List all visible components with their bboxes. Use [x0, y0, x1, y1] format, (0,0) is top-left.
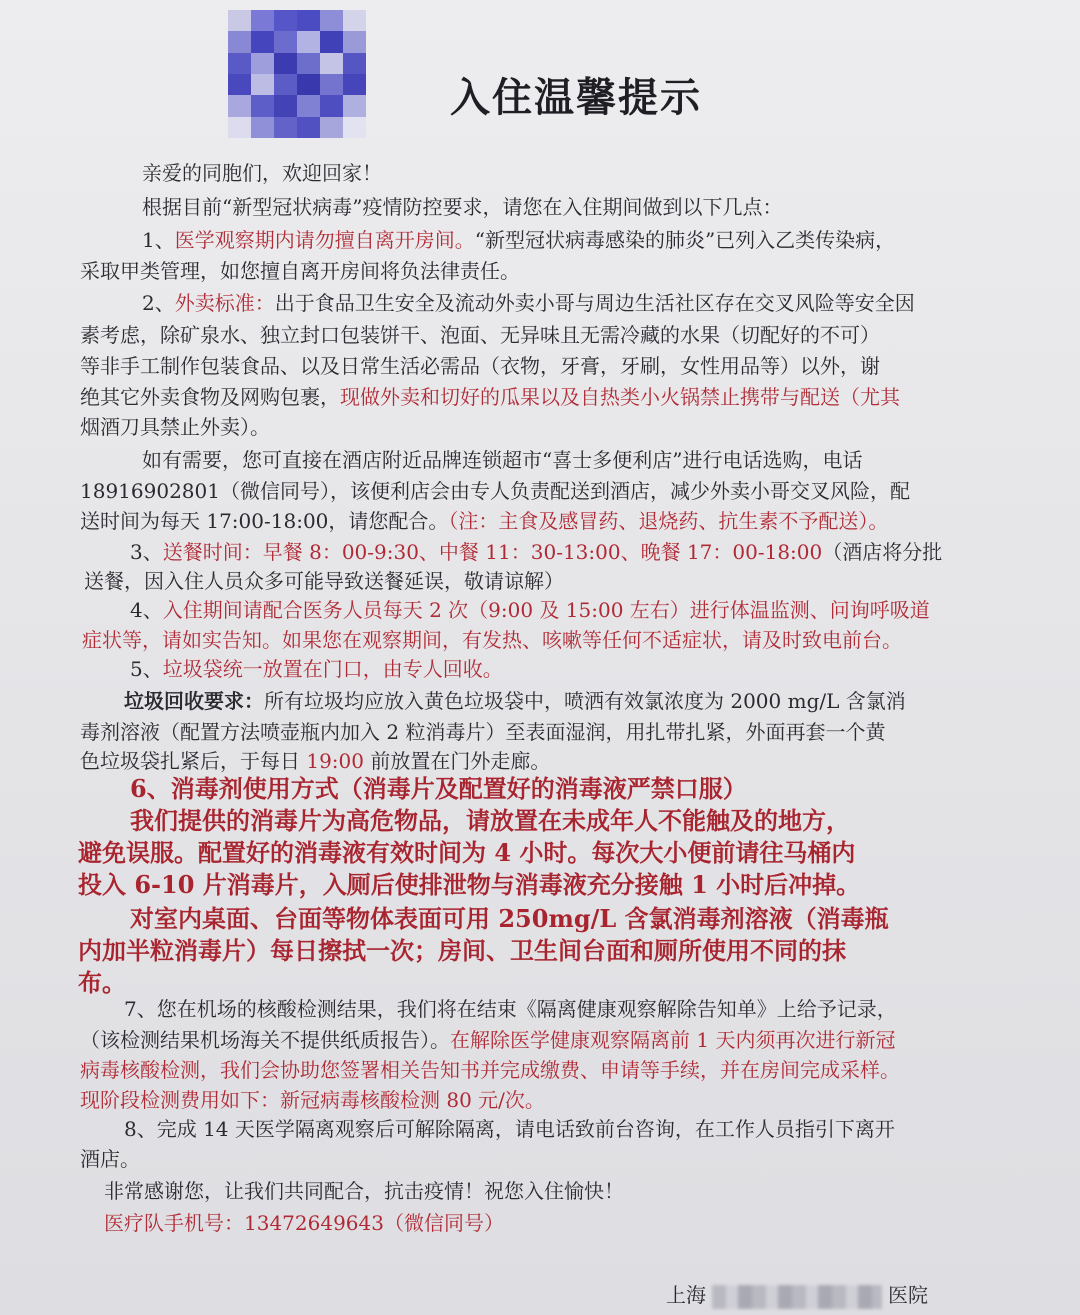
- item-8-line-2: 酒店。: [80, 1147, 140, 1171]
- item-6-line-1: 我们提供的消毒片为高危物品，请放置在未成年人不能触及的地方，: [130, 806, 850, 835]
- page-title: 入住温馨提示: [450, 74, 702, 121]
- item-7-line-3: 病毒核酸检测，我们会协助您签署相关告知书并完成缴费、申请等手续，并在房间完成采样。: [80, 1058, 900, 1082]
- item-6-line-5: 内加半粒消毒片）每日擦拭一次；房间、卫生间台面和厕所使用不同的抹: [78, 936, 846, 965]
- garbage-line-1: 垃圾回收要求：所有垃圾均应放入黄色垃圾袋中，喷洒有效氯浓度为 2000 mg/L 含氯消: [124, 689, 906, 713]
- item-1-line-2: 采取甲类管理，如您擅自离开房间将负法律责任。: [80, 259, 520, 283]
- item-3-line-1: 3、送餐时间：早餐 8：00-9:30、中餐 11：30-13:00、晚餐 17：00-18:00（酒店将分批: [130, 540, 943, 564]
- thanks-line: 非常感谢您，让我们共同配合，抗击疫情！祝您入住愉快！: [104, 1179, 624, 1203]
- item-4-line-2: 症状等，请如实告知。如果您在观察期间，有发热、咳嗽等任何不适症状，请及时致电前台。: [82, 628, 902, 652]
- store-line-3: 送时间为每天 17:00-18:00，请您配合。（注：主食及感冒药、退烧药、抗生素不予配送）。: [80, 509, 889, 533]
- garbage-line-3: 色垃圾袋扎紧后，于每日 19:00 前放置在门外走廊。: [80, 749, 551, 773]
- item-2-line-4: 绝其它外卖食物及网购包裹，现做外卖和切好的瓜果以及自热类小火锅禁止携带与配送（尤其: [80, 385, 900, 409]
- blurred-logo-icon: [228, 10, 366, 138]
- item-7-line-2: （该检测结果机场海关不提供纸质报告）。在解除医学健康观察隔离前 1 天内须再次进行新冠: [80, 1028, 896, 1052]
- item-6-line-4: 对室内桌面、台面等物体表面可用 250mg/L 含氯消毒剂溶液（消毒瓶: [130, 904, 889, 933]
- item-6-line-3: 投入 6-10 片消毒片，入厕后使排泄物与消毒液充分接触 1 小时后冲掉。: [78, 870, 861, 899]
- item-5-line: 5、垃圾袋统一放置在门口，由专人回收。: [130, 657, 503, 681]
- hospital-signature: 上海 医院: [666, 1283, 928, 1307]
- item-6-line-2: 避免误服。配置好的消毒液有效时间为 4 小时。每次大小便前请往马桶内: [78, 838, 856, 867]
- item-7-line-1: 7、您在机场的核酸检测结果，我们将在结束《隔离健康观察解除告知单》上给予记录，: [124, 997, 897, 1021]
- item-3-line-2: 送餐，因入住人员众多可能导致送餐延误，敬请谅解）: [84, 569, 564, 593]
- item-2-line-5: 烟酒刀具禁止外卖）。: [80, 415, 270, 439]
- garbage-line-2: 毒剂溶液（配置方法喷壶瓶内加入 2 粒消毒片）至表面湿润，用扎带扎紧，外面再套一个黄: [80, 720, 886, 744]
- store-line-1: 如有需要，您可直接在酒店附近品牌连锁超市“喜士多便利店”进行电话选购，电话: [142, 448, 863, 472]
- greeting: 亲爱的同胞们，欢迎回家！: [142, 161, 382, 185]
- medical-team-phone: 医疗队手机号：13472649643（微信同号）: [104, 1211, 504, 1235]
- item-2-line-3: 等非手工制作包装食品、以及日常生活必需品（衣物，牙膏，牙刷，女性用品等）以外，谢: [80, 354, 880, 378]
- item-6-heading: 6、消毒剂使用方式（消毒片及配置好的消毒液严禁口服）: [130, 774, 747, 803]
- item-4-line-1: 4、入住期间请配合医务人员每天 2 次（9:00 及 15:00 左右）进行体温监测、问询呼吸道: [130, 598, 930, 622]
- store-line-2: 18916902801（微信同号），该便利店会由专人负责配送到酒店，减少外卖小哥交叉风险，配: [80, 479, 910, 503]
- item-7-line-4: 现阶段检测费用如下：新冠病毒核酸检测 80 元/次。: [80, 1088, 545, 1112]
- redacted-name: [712, 1285, 882, 1309]
- item-8-line-1: 8、完成 14 天医学隔离观察后可解除隔离，请电话致前台咨询，在工作人员指引下离开: [124, 1117, 895, 1141]
- item-2-line-1: 2、外卖标准：出于食品卫生安全及流动外卖小哥与周边生活社区存在交叉风险等安全因: [142, 291, 915, 315]
- item-6-line-6: 布。: [78, 968, 126, 997]
- intro-line: 根据目前“新型冠状病毒”疫情防控要求，请您在入住期间做到以下几点：: [142, 195, 783, 219]
- item-2-line-2: 素考虑，除矿泉水、独立封口包装饼干、泡面、无异味且无需冷藏的水果（切配好的不可）: [80, 323, 880, 347]
- item-1-line-1: 1、医学观察期内请勿擅自离开房间。“新型冠状病毒感染的肺炎”已列入乙类传染病，: [142, 228, 896, 252]
